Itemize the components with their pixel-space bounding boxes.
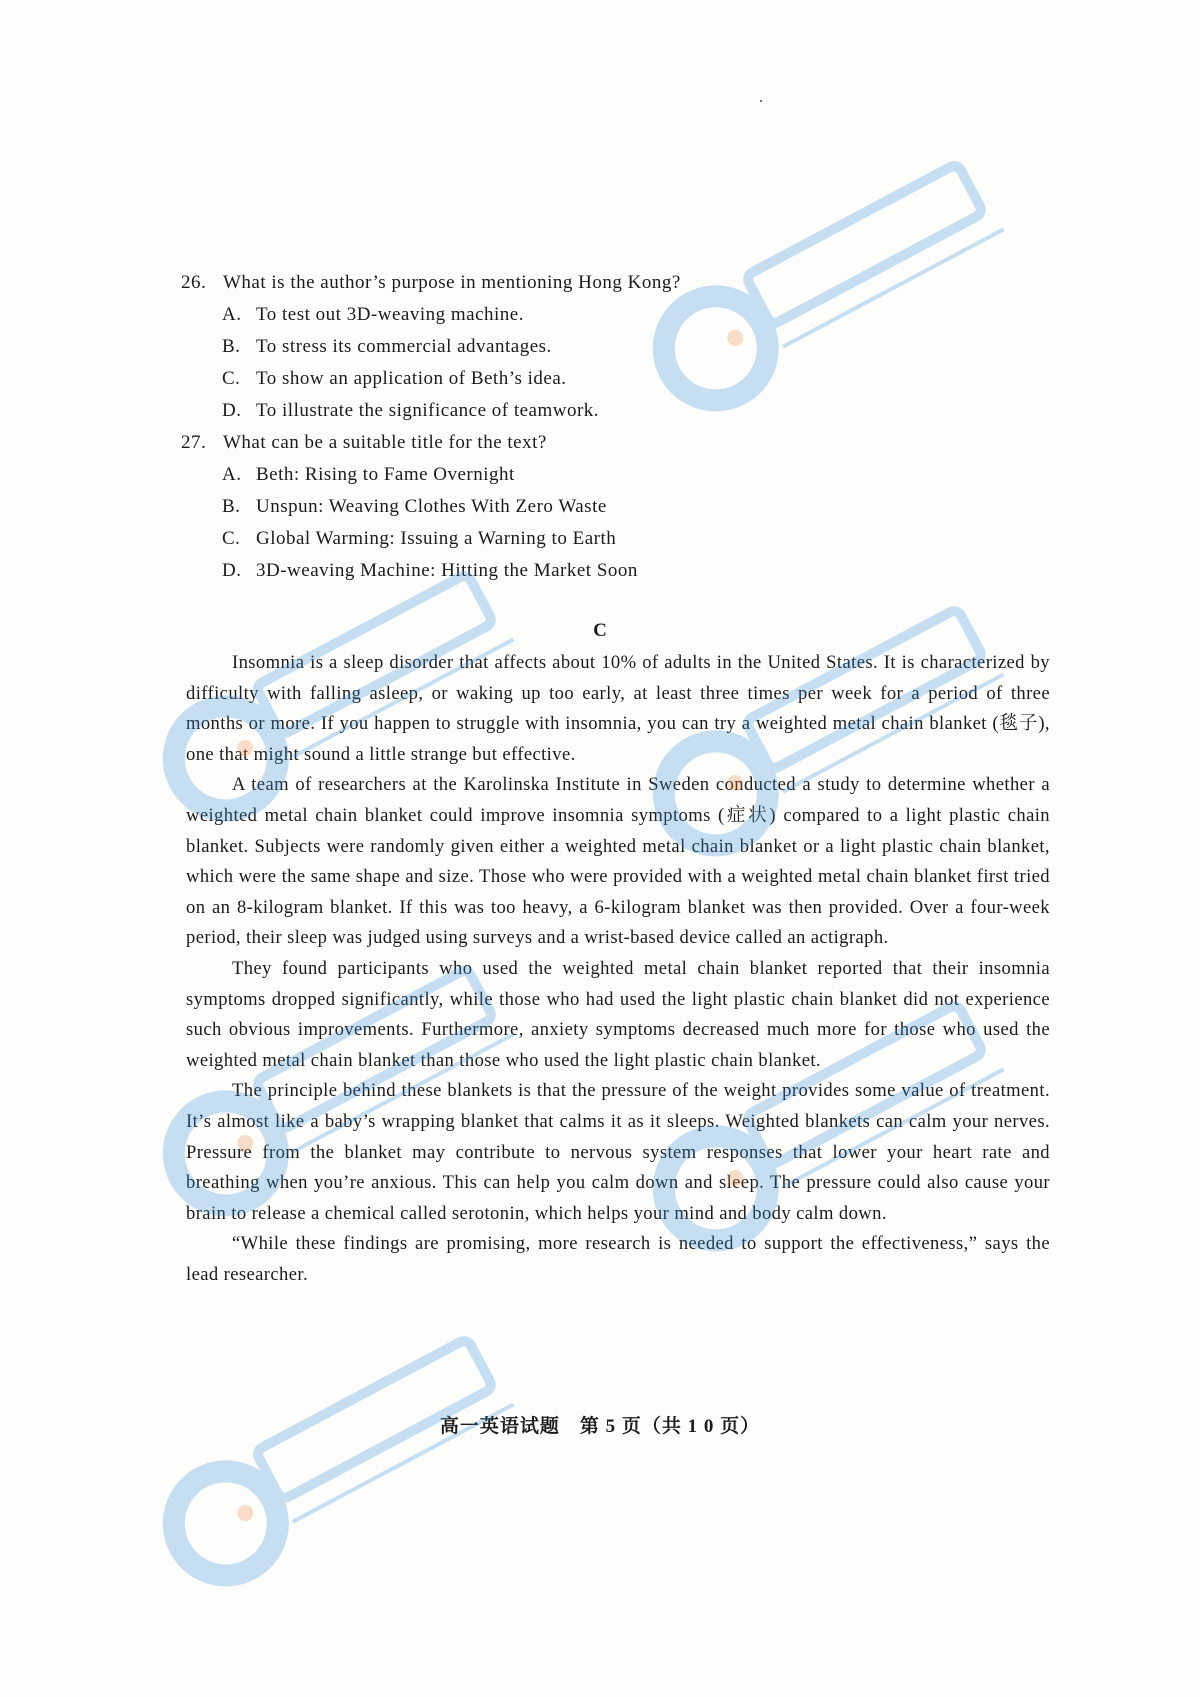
option-text: 3D-weaving Machine: Hitting the Market Soon [256, 560, 638, 581]
option-text: To illustrate the significance of teamwork. [256, 400, 600, 421]
option-26-b [222, 336, 552, 358]
option-text: To stress its commercial advantages. [256, 336, 552, 357]
watermark-logo [620, 115, 1040, 415]
option-text: To test out 3D-weaving machine. [256, 304, 524, 325]
option-text: Global Warming: Issuing a Warning to Earth [256, 528, 617, 549]
question-stem: What can be a suitable title for the text? [223, 432, 547, 453]
passage-paragraph-2: A team of researchers at the Karolinska Institute in Sweden conducted a study to determine whether a weighted metal chain blanket could improve insomnia symptoms (症状) compared to a light plastic chain blanket. Subjects were randomly given either a weighted metal chain blanket or a light plastic chain blanket, which were the same shape and size. Those who were provided with a weighted metal chain blanket first tried on an 8-kilogram blanket. If this was too heavy, a 6-kilogram blanket was then provided. Over a four-week period, their sleep was judged using surveys and a wrist-based device called an actigraph. [186, 774, 1050, 949]
watermark-graphic [130, 1290, 550, 1590]
passage-paragraph-5: “While these findings are promising, more research is needed to support the effectiveness,” says the lead researcher. [186, 1233, 1050, 1285]
option-27-b [222, 496, 607, 518]
section-heading: C [593, 620, 607, 641]
passage-paragraph-1: Insomnia is a sleep disorder that affects about 10% of adults in the United States. It is characterized by difficulty with falling asleep, or waking up too early, at least three times per week for a period of three months or more. If you happen to struggle with insomnia, you can try a weighted metal chain blanket (毯子), one that might sound a little strange but effective. [186, 652, 1050, 765]
option-letter: A. [222, 304, 242, 325]
option-letter: B. [222, 336, 241, 357]
option-text: To show an application of Beth’s idea. [256, 368, 567, 389]
watermark-graphic [620, 115, 1040, 415]
option-text: Beth: Rising to Fame Overnight [256, 464, 515, 485]
question-number: 26. [181, 272, 207, 293]
question-27 [181, 432, 547, 454]
option-letter: A. [222, 464, 242, 485]
option-text: Unspun: Weaving Clothes With Zero Waste [256, 496, 607, 517]
option-27-a [222, 464, 515, 486]
passage-paragraph-4: The principle behind these blankets is that the pressure of the weight provides some value of treatment. It’s almost like a baby’s wrapping blanket that calms it as it sleeps. Weighted blankets can calm your nerves. Pressure from the blanket may contribute to nervous system responses that lower your heart rate and breathing when you’re anxious. This can help you calm down and sleep. The pressure could also cause your brain to release a chemical called serotonin, which helps your mind and body calm down. [186, 1080, 1050, 1224]
option-letter: B. [222, 496, 241, 517]
option-26-a [222, 304, 524, 326]
option-letter: D. [222, 400, 242, 421]
option-26-d [222, 400, 599, 422]
watermark-logo [130, 1290, 550, 1590]
passage-paragraph-3: They found participants who used the weighted metal chain blanket reported that their insomnia symptoms dropped significantly, while those who had used the light plastic chain blanket did not experience such obvious improvements. Furthermore, anxiety symptoms decreased much more for those who used the weighted metal chain blanket than those who used the light plastic chain blanket. [186, 957, 1050, 1071]
option-27-c [222, 528, 616, 550]
question-stem: What is the author’s purpose in mentioning Hong Kong? [223, 272, 681, 293]
option-letter: D. [222, 560, 242, 581]
scan-speck [760, 100, 762, 102]
question-number: 27. [181, 432, 207, 453]
option-27-d [222, 560, 638, 582]
option-26-c [222, 368, 567, 390]
option-letter: C. [222, 368, 241, 389]
question-26 [181, 272, 681, 294]
option-letter: C. [222, 528, 241, 549]
page-footer: 高一英语试题 第 5 页（共 1 0 页） [439, 1416, 761, 1437]
reading-passage [186, 648, 1050, 1290]
